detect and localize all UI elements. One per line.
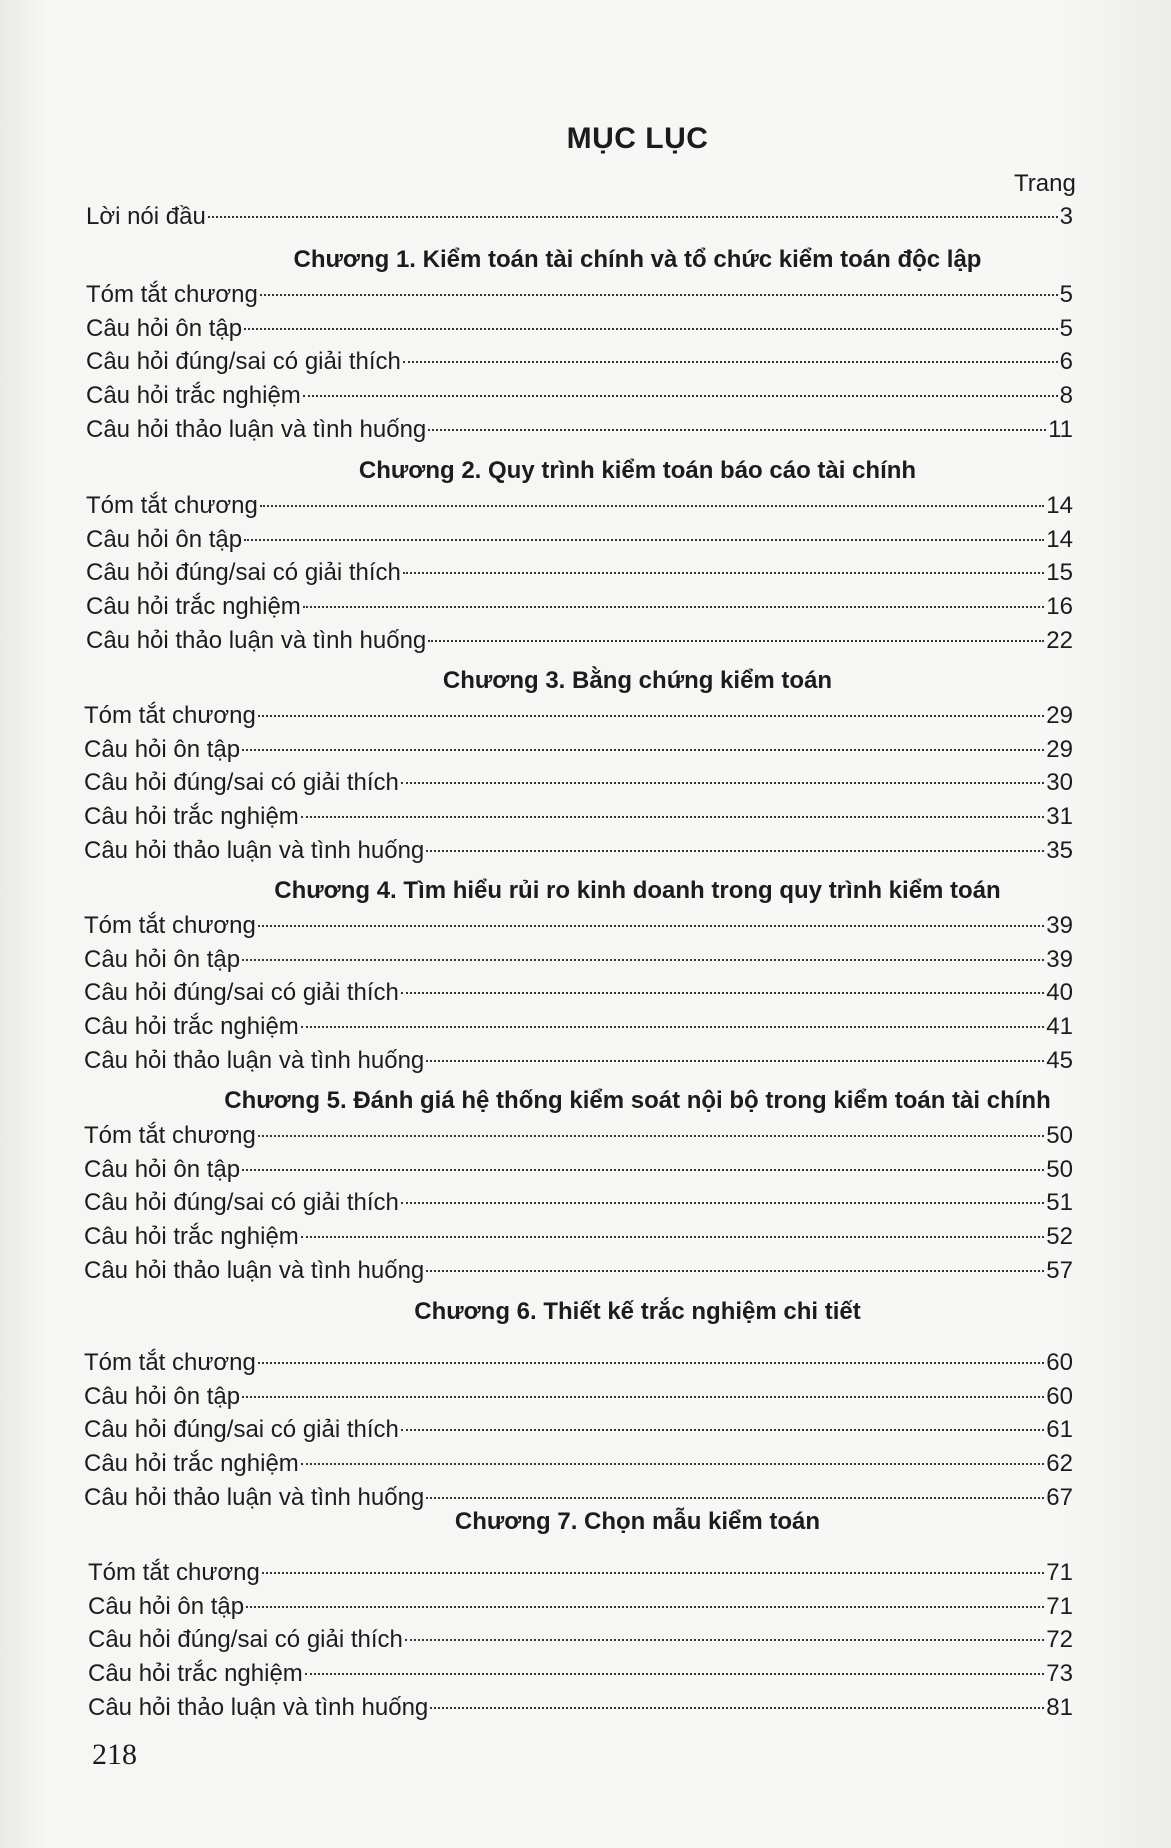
toc-entry-page: 39 (1046, 912, 1073, 939)
toc-entry[interactable] (84, 978, 1073, 1008)
dot-leader (401, 992, 1044, 994)
toc-entry-page: 57 (1046, 1256, 1073, 1284)
dot-leader (426, 1497, 1044, 1499)
toc-entry[interactable] (84, 1188, 1073, 1218)
toc-entry[interactable] (84, 1449, 1073, 1479)
toc-entry-page: 50 (1046, 1122, 1073, 1149)
toc-entry-label: Câu hỏi ôn tập (84, 1382, 241, 1410)
toc-entry-label: Lời nói đầu (86, 203, 206, 230)
toc-entry[interactable] (88, 1693, 1073, 1723)
dot-leader (262, 1572, 1044, 1574)
toc-entry[interactable] (84, 945, 1073, 975)
dot-leader (403, 361, 1058, 363)
toc-entry-page: 31 (1046, 803, 1073, 831)
toc-entry-page: 73 (1046, 1660, 1073, 1688)
chapter-heading[interactable]: Chương 4. Tìm hiểu rủi ro kinh doanh trong quy trình kiểm toán (274, 877, 1001, 904)
toc-entry[interactable] (84, 1155, 1073, 1185)
page-column-header: Trang (1014, 170, 1076, 197)
toc-entry-label: Câu hỏi thảo luận và tình huống (84, 1483, 425, 1511)
dot-leader (401, 782, 1044, 784)
toc-entry-label: Câu hỏi trắc nghiệm (88, 1660, 303, 1688)
toc-entry-page: 11 (1048, 415, 1073, 443)
toc-entry-label: Tóm tắt chương (88, 1559, 260, 1586)
dot-leader (242, 1169, 1044, 1171)
toc-entry[interactable] (84, 1012, 1073, 1042)
toc-entry[interactable] (86, 592, 1073, 622)
dot-leader (246, 1606, 1044, 1608)
dot-leader (242, 749, 1044, 751)
toc-entry-page: 14 (1046, 492, 1073, 519)
dot-leader (244, 328, 1058, 330)
toc-entry[interactable] (86, 280, 1073, 310)
toc-entry-page: 35 (1046, 836, 1073, 864)
chapter-heading[interactable]: Chương 5. Đánh giá hệ thống kiểm soát nội bộ trong kiểm toán tài chính (224, 1087, 1051, 1114)
toc-entry[interactable] (84, 1382, 1073, 1412)
toc-entry-label: Câu hỏi ôn tập (88, 1592, 245, 1620)
toc-entry[interactable] (84, 911, 1073, 941)
toc-entry-label: Tóm tắt chương (84, 912, 256, 939)
dot-leader (244, 539, 1044, 541)
toc-entry-label: Câu hỏi đúng/sai có giải thích (84, 769, 399, 797)
chapter-heading[interactable]: Chương 7. Chọn mẫu kiểm toán (454, 1508, 821, 1535)
dot-leader (426, 850, 1044, 852)
toc-entry-page: 22 (1046, 626, 1073, 654)
toc-entry-page: 5 (1059, 314, 1073, 342)
dot-leader (426, 1060, 1044, 1062)
toc-entry[interactable] (86, 626, 1073, 656)
toc-entry-label: Câu hỏi đúng/sai có giải thích (88, 1626, 403, 1654)
toc-entry-label: Câu hỏi trắc nghiệm (86, 593, 301, 621)
toc-entry[interactable] (86, 525, 1073, 555)
toc-entry[interactable] (86, 381, 1073, 411)
toc-entry-label: Câu hỏi thảo luận và tình huống (84, 1256, 425, 1284)
dot-leader (403, 572, 1044, 574)
dot-leader (260, 294, 1058, 296)
toc-entry-label: Câu hỏi đúng/sai có giải thích (86, 559, 401, 587)
toc-entry-label: Câu hỏi ôn tập (86, 314, 243, 342)
toc-entry[interactable] (86, 347, 1073, 377)
dot-leader (301, 1463, 1045, 1465)
toc-entry-label: Câu hỏi thảo luận và tình huống (86, 626, 427, 654)
dot-leader (242, 959, 1044, 961)
toc-entry-label: Câu hỏi trắc nghiệm (86, 382, 301, 410)
toc-entry-page: 52 (1046, 1223, 1073, 1251)
dot-leader (301, 1236, 1045, 1238)
dot-leader (208, 216, 1058, 218)
toc-entry-page: 50 (1046, 1155, 1073, 1183)
toc-entry-page: 29 (1046, 702, 1073, 729)
toc-entry-label: Tóm tắt chương (86, 281, 258, 308)
toc-entry-page: 40 (1046, 979, 1073, 1007)
toc-entry-page: 61 (1046, 1416, 1073, 1444)
dot-leader (305, 1673, 1045, 1675)
toc-entry-page: 30 (1046, 769, 1073, 797)
dot-leader (405, 1639, 1044, 1641)
toc-entry-label: Câu hỏi đúng/sai có giải thích (84, 979, 399, 1007)
dot-leader (303, 606, 1045, 608)
dot-leader (258, 715, 1044, 717)
toc-entry[interactable] (88, 1659, 1073, 1689)
dot-leader (242, 1396, 1044, 1398)
toc-entry[interactable] (86, 491, 1073, 521)
toc-entry[interactable] (84, 1046, 1073, 1076)
toc-entry-label: Tóm tắt chương (84, 702, 256, 729)
page-title: MỤC LỤC (566, 122, 709, 155)
toc-entry-page: 60 (1046, 1349, 1073, 1376)
toc-entry-page: 41 (1046, 1013, 1073, 1041)
toc-entry-page: 14 (1046, 525, 1073, 553)
toc-entry[interactable] (86, 314, 1073, 344)
toc-entry-page: 8 (1059, 382, 1073, 410)
toc-entry-page: 81 (1046, 1693, 1073, 1721)
dot-leader (258, 1362, 1044, 1364)
toc-entry-label: Câu hỏi thảo luận và tình huống (86, 415, 427, 443)
dot-leader (430, 1707, 1044, 1709)
toc-entry[interactable] (88, 1558, 1073, 1588)
toc-entry[interactable] (88, 1625, 1073, 1655)
toc-entry-page: 67 (1046, 1483, 1073, 1511)
toc-entry-page: 71 (1046, 1559, 1073, 1586)
toc-entry-page: 51 (1046, 1189, 1073, 1217)
toc-entry-label: Tóm tắt chương (86, 492, 258, 519)
toc-entry-page: 71 (1046, 1592, 1073, 1620)
toc-entry-label: Câu hỏi trắc nghiệm (84, 1450, 299, 1478)
toc-entry[interactable] (84, 701, 1073, 731)
toc-entry-page: 6 (1059, 348, 1073, 376)
toc-entry-label: Câu hỏi thảo luận và tình huống (84, 836, 425, 864)
toc-entry-label: Câu hỏi trắc nghiệm (84, 803, 299, 831)
dot-leader (401, 1202, 1044, 1204)
toc-entry[interactable] (84, 836, 1073, 866)
chapter-heading[interactable]: Chương 1. Kiểm toán tài chính và tổ chức kiểm toán độc lập (293, 246, 982, 273)
toc-entry-label: Câu hỏi trắc nghiệm (84, 1013, 299, 1041)
toc-entry[interactable] (84, 1256, 1073, 1286)
toc-entry[interactable] (86, 415, 1073, 445)
toc-entry-page: 15 (1046, 559, 1073, 587)
toc-entry-page: 29 (1046, 735, 1073, 763)
toc-entry[interactable] (86, 558, 1073, 588)
dot-leader (260, 505, 1044, 507)
toc-entry-label: Câu hỏi trắc nghiệm (84, 1223, 299, 1251)
dot-leader (301, 816, 1045, 818)
toc-entry-page: 16 (1046, 593, 1073, 621)
toc-entry-page: 60 (1046, 1382, 1073, 1410)
dot-leader (258, 925, 1044, 927)
dot-leader (428, 640, 1044, 642)
toc-entry[interactable] (84, 1222, 1073, 1252)
toc-entry-page: 45 (1046, 1046, 1073, 1074)
dot-leader (258, 1135, 1044, 1137)
toc-entry-label: Câu hỏi ôn tập (84, 1155, 241, 1183)
toc-entry-page: 72 (1046, 1626, 1073, 1654)
toc-entry-intro[interactable] (86, 202, 1073, 232)
toc-entry-label: Câu hỏi đúng/sai có giải thích (84, 1189, 399, 1217)
toc-entry[interactable] (84, 1415, 1073, 1445)
page-number: 218 (92, 1738, 137, 1771)
toc-entry-label: Câu hỏi thảo luận và tình huống (88, 1693, 429, 1721)
dot-leader (401, 1429, 1044, 1431)
toc-entry-label: Câu hỏi đúng/sai có giải thích (84, 1416, 399, 1444)
toc-entry-label: Câu hỏi đúng/sai có giải thích (86, 348, 401, 376)
toc-entry-page: 5 (1059, 281, 1073, 308)
toc-entry-page: 39 (1046, 945, 1073, 973)
dot-leader (428, 429, 1046, 431)
toc-entry-label: Tóm tắt chương (84, 1122, 256, 1149)
toc-entry[interactable] (84, 735, 1073, 765)
toc-entry[interactable] (84, 1348, 1073, 1378)
toc-entry[interactable] (84, 802, 1073, 832)
chapter-heading[interactable]: Chương 3. Bằng chứng kiểm toán (442, 667, 833, 694)
dot-leader (303, 395, 1058, 397)
chapter-heading[interactable]: Chương 6. Thiết kế trắc nghiệm chi tiết (414, 1298, 861, 1325)
toc-entry-label: Câu hỏi ôn tập (84, 735, 241, 763)
toc-entry-label: Câu hỏi ôn tập (84, 945, 241, 973)
chapter-heading[interactable]: Chương 2. Quy trình kiểm toán báo cáo tài chính (358, 457, 917, 484)
dot-leader (301, 1026, 1045, 1028)
toc-entry[interactable] (88, 1592, 1073, 1622)
dot-leader (426, 1270, 1044, 1272)
toc-entry-label: Tóm tắt chương (84, 1349, 256, 1376)
toc-entry-page: 3 (1059, 203, 1073, 230)
toc-entry[interactable] (84, 768, 1073, 798)
toc-entry-label: Câu hỏi ôn tập (86, 525, 243, 553)
toc-entry[interactable] (84, 1121, 1073, 1151)
toc-entry-label: Câu hỏi thảo luận và tình huống (84, 1046, 425, 1074)
toc-entry-page: 62 (1046, 1450, 1073, 1478)
